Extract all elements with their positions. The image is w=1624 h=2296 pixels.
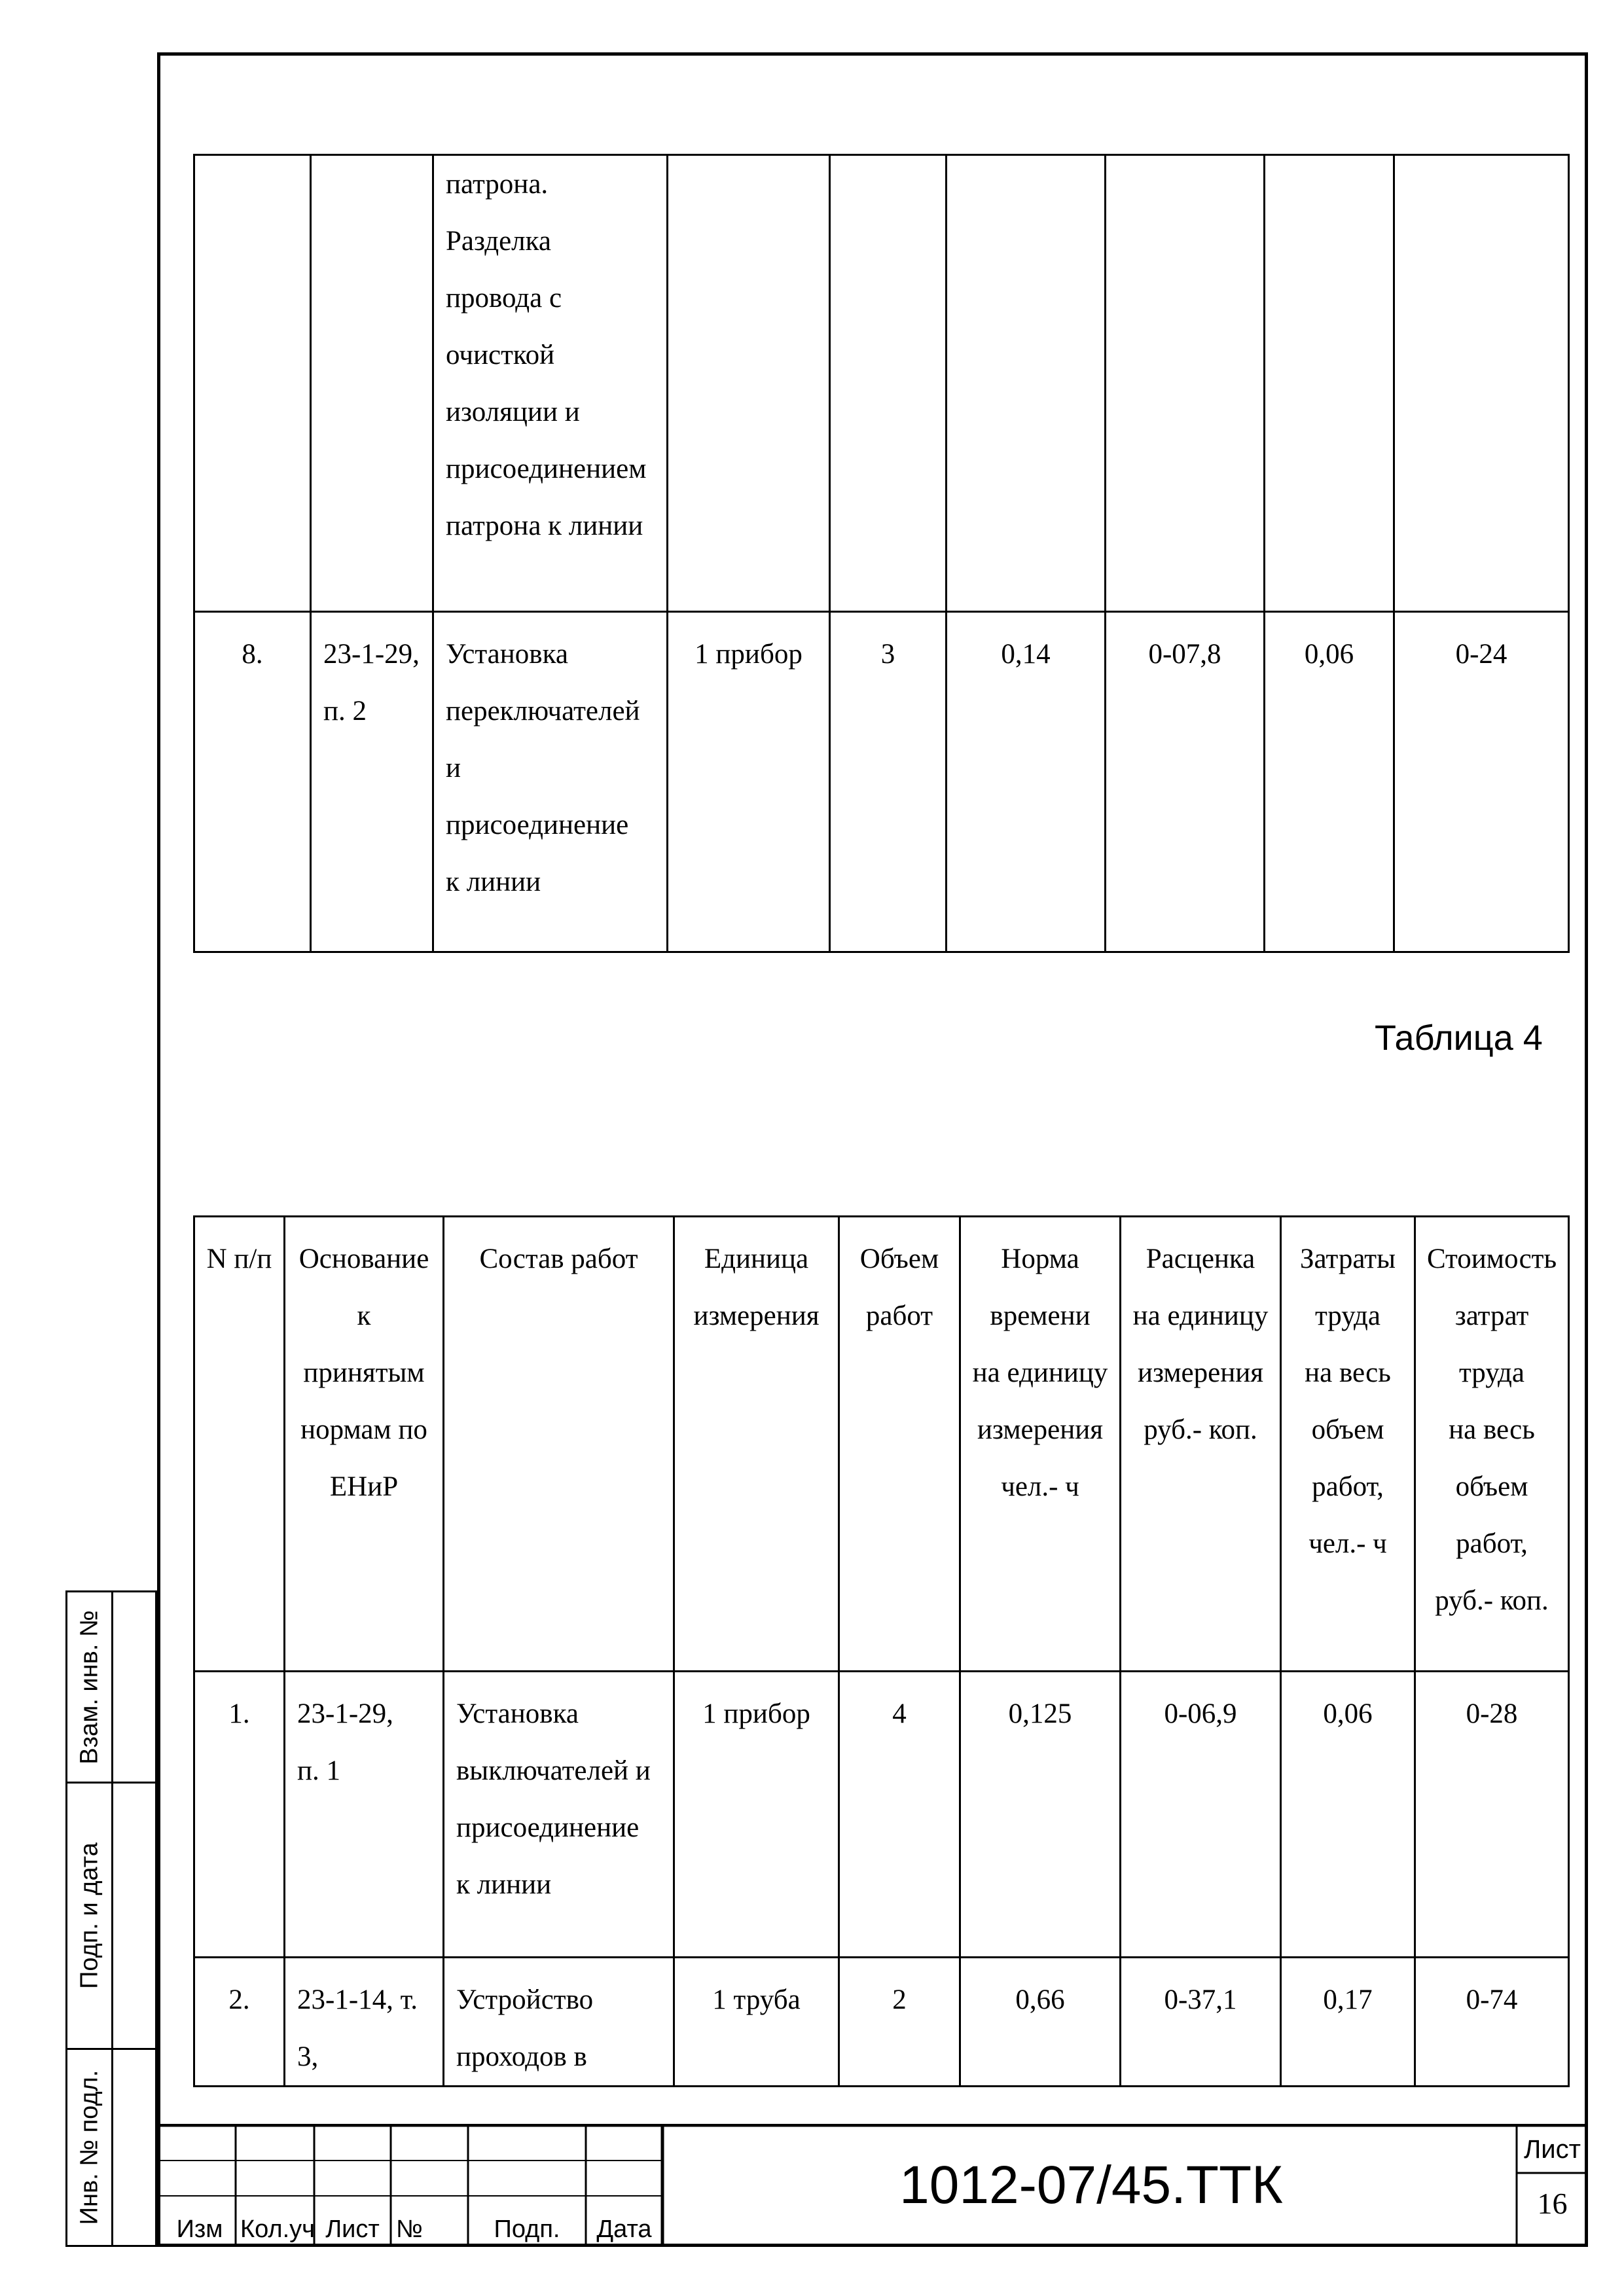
sheet-number: 16 (1537, 2187, 1568, 2220)
side-label-sign-date: Подп. и дата (75, 1842, 103, 1989)
header-rate: Расценка на единицу измерения руб.- коп. (1121, 1217, 1281, 1672)
cell-cost (1394, 155, 1569, 612)
side-label-replace-inv: Взам. инв. № (75, 1609, 103, 1765)
cell-cost: 0-74 (1415, 1958, 1569, 2087)
cell-work: Установка переключателей и присоединение к линии (433, 612, 668, 952)
header-basis: Основание к принятым нормам по ЕНиР (285, 1217, 444, 1672)
header-num: N п/п (194, 1217, 285, 1672)
cell-unit: 1 прибор (674, 1672, 839, 1958)
cell-volume (830, 155, 947, 612)
stamp-izm: Изм (176, 2215, 223, 2243)
cell-rate: 0-06,9 (1121, 1672, 1281, 1958)
header-work: Состав работ (444, 1217, 674, 1672)
cell-norm: 0,66 (960, 1958, 1121, 2087)
cell-volume: 2 (839, 1958, 960, 2087)
cell-cost: 0-28 (1415, 1672, 1569, 1958)
table-4 (193, 1215, 1570, 2087)
cell-norm (947, 155, 1106, 612)
table-continuation (193, 154, 1570, 953)
cell-labor: 0,06 (1265, 612, 1394, 952)
cell-norm: 0,125 (960, 1672, 1121, 1958)
table-row (194, 612, 1569, 952)
cell-volume: 3 (830, 612, 947, 952)
side-field-sign-date (65, 1782, 157, 2050)
cell-num (194, 155, 311, 612)
cell-volume: 4 (839, 1672, 960, 1958)
table-row (194, 1958, 1569, 2087)
stamp-podp: Подп. (494, 2215, 560, 2243)
side-label-inv-orig: Инв. № подл. (75, 2070, 103, 2225)
cell-norm: 0,14 (947, 612, 1106, 952)
header-norm: Норма времени на единицу измерения чел.- ч (960, 1217, 1121, 1672)
cell-num: 1. (194, 1672, 285, 1958)
cell-work: Установка выключателей и присоединение к линии (444, 1672, 674, 1958)
cell-work: патрона. Разделка провода с очисткой изоляции и присоединением патрона к линии (433, 155, 668, 612)
cell-num: 2. (194, 1958, 285, 2087)
stamp-data: Дата (596, 2215, 652, 2243)
header-unit: Единица измерения (674, 1217, 839, 1672)
header-labor: Затраты труда на весь объем работ, чел.- ч (1281, 1217, 1415, 1672)
cell-unit: 1 прибор (668, 612, 830, 952)
cell-basis: 23-1-29, п. 1 (285, 1672, 444, 1958)
cell-num: 8. (194, 612, 311, 952)
table-title: Таблица 4 (1375, 1018, 1543, 1058)
table-row (194, 155, 1569, 612)
cell-cost: 0-24 (1394, 612, 1569, 952)
cell-labor: 0,06 (1281, 1672, 1415, 1958)
cell-unit: 1 труба (674, 1958, 839, 2087)
cell-work: Устройство проходов в (444, 1958, 674, 2087)
cell-labor: 0,17 (1281, 1958, 1415, 2087)
stamp-list: Лист (325, 2215, 380, 2243)
header-cost: Стоимость затрат труда на весь объем работ, руб.- коп. (1415, 1217, 1569, 1672)
table-header-row (194, 1217, 1569, 1672)
cell-unit (668, 155, 830, 612)
cell-rate: 0-07,8 (1106, 612, 1265, 952)
table-row (194, 1672, 1569, 1958)
stamp-kol: Кол.уч (240, 2215, 315, 2243)
side-field-replace-inv (65, 1590, 157, 1784)
header-volume: Объем работ (839, 1217, 960, 1672)
cell-basis (311, 155, 433, 612)
cell-rate: 0-37,1 (1121, 1958, 1281, 2087)
side-field-inv-orig (65, 2048, 157, 2247)
sheet-label: Лист (1524, 2135, 1581, 2164)
cell-basis: 23-1-14, т. 3, (285, 1958, 444, 2087)
cell-labor (1265, 155, 1394, 612)
document-code: 1012-07/45.ТТК (899, 2155, 1283, 2215)
stamp-num: № (396, 2215, 423, 2243)
cell-basis: 23-1-29, п. 2 (311, 612, 433, 952)
cell-rate (1106, 155, 1265, 612)
